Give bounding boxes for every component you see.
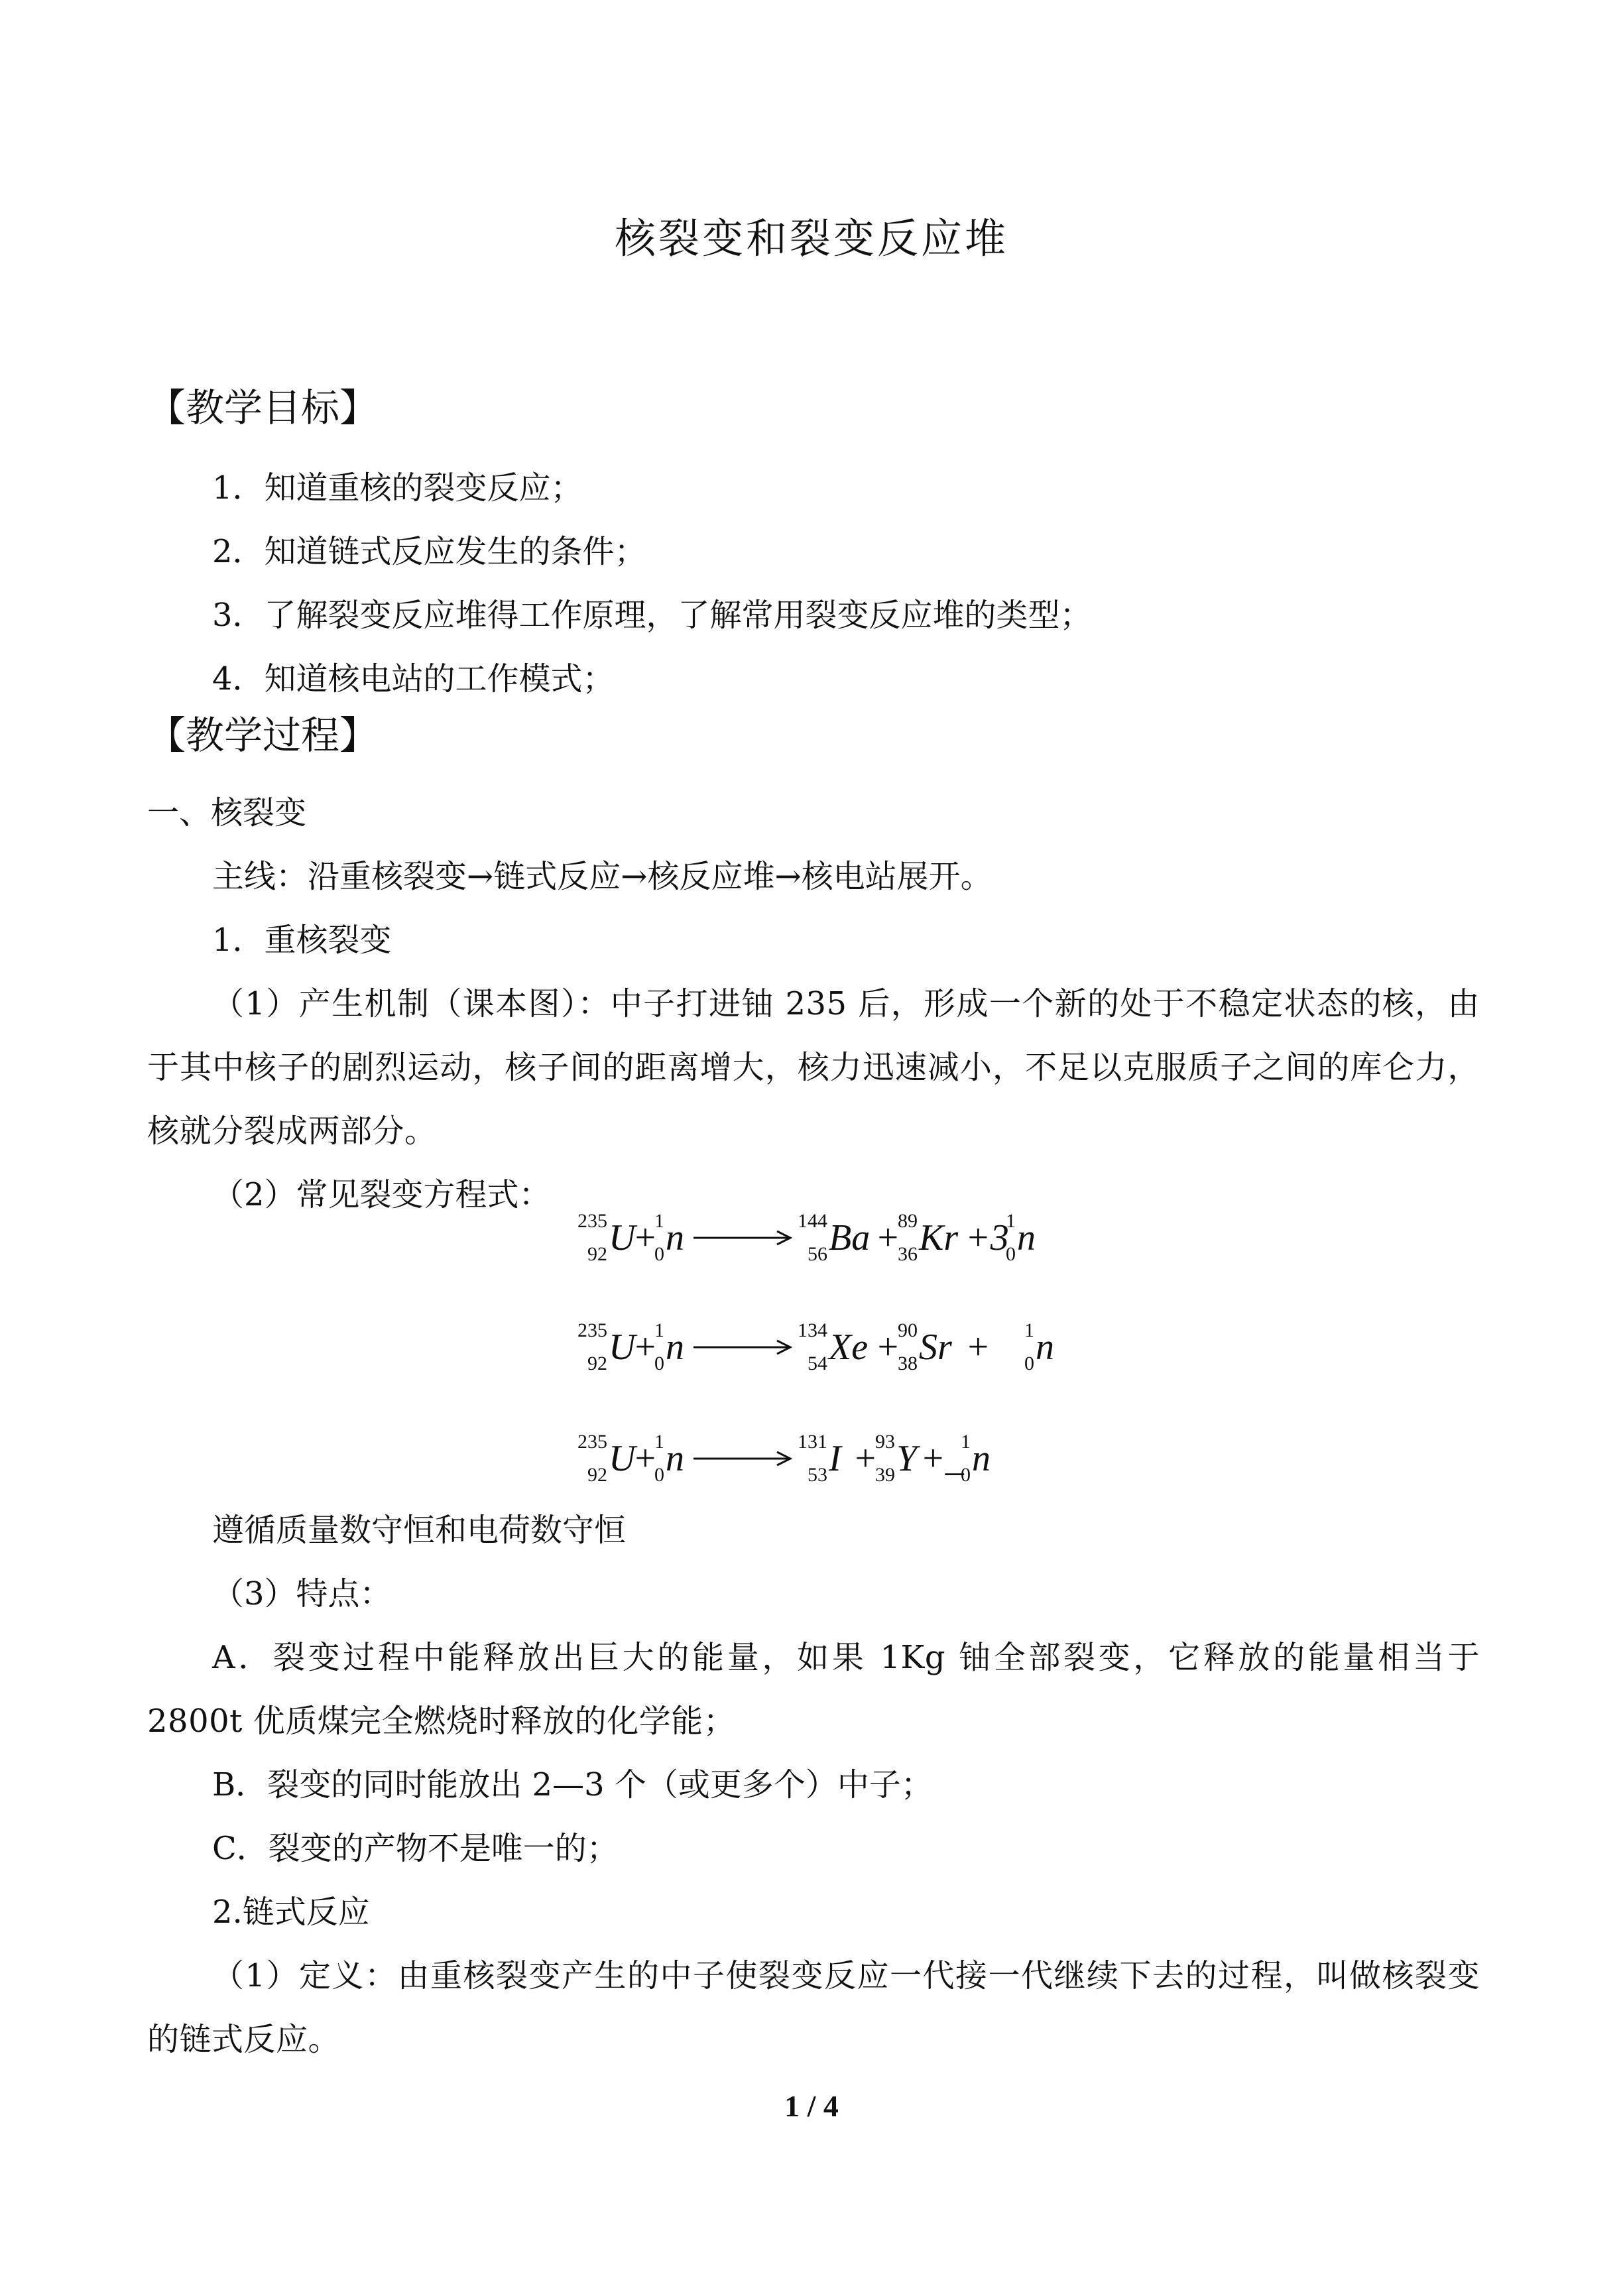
mass-number: 1 — [1006, 1210, 1016, 1232]
atomic-number: 92 — [587, 1464, 607, 1486]
nuclide-symbol: U — [609, 1217, 636, 1258]
process-heading: 【教学过程】 — [147, 713, 379, 758]
atomic-number: 0 — [961, 1464, 971, 1486]
nuclide-symbol: Sr — [919, 1327, 952, 1368]
atomic-number: 0 — [654, 1243, 664, 1265]
features-label: （3）特点： — [212, 1575, 392, 1612]
feature-c: C．裂变的产物不是唯一的； — [212, 1830, 619, 1867]
mass-number: 235 — [577, 1319, 607, 1341]
section-heading: 一、核裂变 — [147, 794, 307, 831]
mass-number: 144 — [798, 1210, 827, 1232]
mass-number: 1 — [654, 1210, 664, 1232]
objective-item: 2．知道链式反应发生的条件； — [212, 533, 646, 570]
atomic-number: 92 — [587, 1353, 607, 1374]
atomic-number: 92 — [587, 1243, 607, 1265]
equation-operator: + — [632, 1217, 658, 1258]
equation-operator: + — [965, 1327, 991, 1368]
nuclide-symbol: Xe — [829, 1327, 869, 1368]
equations-label: （2）常见裂变方程式： — [212, 1176, 551, 1213]
subheading-chain: 2.链式反应 — [212, 1894, 370, 1931]
nuclide-symbol: I — [829, 1438, 841, 1479]
mechanism-paragraph: （1）产生机制（课本图）：中子打进铀 235 后，形成一个新的处于不稳定状态的核，由于其中核子的剧烈运动，核子间的距离增大，核力迅速减小，不足以克服质子之间的库仑力，核就分裂成两部分。 — [147, 985, 1480, 1150]
atomic-number: 53 — [808, 1464, 827, 1486]
equation-operator: + — [875, 1327, 900, 1368]
equation-operator: + — [853, 1438, 878, 1479]
equation-operator: +3 — [965, 1217, 1009, 1258]
atomic-number: 0 — [654, 1464, 664, 1486]
nuclide-symbol: U — [609, 1327, 636, 1368]
fission-equation-3 — [570, 1418, 1167, 1504]
page-number: 1 / 4 — [784, 2089, 839, 2123]
objectives-heading: 【教学目标】 — [147, 385, 379, 430]
nuclide-symbol: Kr — [919, 1217, 959, 1258]
page-title: 核裂变和裂变反应堆 — [614, 214, 1008, 263]
mass-number: 235 — [577, 1210, 607, 1232]
mass-number: 134 — [798, 1319, 827, 1341]
objective-item: 1．知道重核的裂变反应； — [212, 469, 583, 507]
feature-a: A．裂变过程中能释放出巨大的能量，如果 1Kg 铀全部裂变，它释放的能量相当于 2800t 优质煤完全燃烧时释放的化学能； — [147, 1639, 1480, 1740]
equation-operator: + — [875, 1217, 900, 1258]
atomic-number: 38 — [898, 1353, 918, 1374]
mass-number: 1 — [654, 1431, 664, 1453]
equation-operator: +_ — [920, 1438, 964, 1479]
mass-number: 1 — [654, 1319, 664, 1341]
equation-operator: + — [632, 1438, 658, 1479]
mainline-text: 主线：沿重核裂变→链式反应→核反应堆→核电站展开。 — [212, 858, 992, 895]
mass-number: 1 — [961, 1431, 971, 1453]
subheading-fission: 1．重核裂变 — [212, 922, 392, 959]
nuclide-symbol: n — [1036, 1327, 1054, 1368]
mass-number: 90 — [898, 1319, 918, 1341]
conservation-note: 遵循质量数守恒和电荷数守恒 — [212, 1512, 627, 1549]
nuclide-symbol: n — [666, 1217, 684, 1258]
objective-item: 4．知道核电站的工作模式； — [212, 660, 615, 697]
nuclide-symbol: U — [609, 1438, 636, 1479]
atomic-number: 54 — [808, 1353, 827, 1374]
atomic-number: 0 — [654, 1353, 664, 1374]
fission-equation-1 — [570, 1197, 1167, 1283]
definition-paragraph: （1）定义：由重核裂变产生的中子使裂变反应一代接一代继续下去的过程，叫做核裂变的链式反应。 — [147, 1957, 1480, 2058]
equation-operator: + — [632, 1327, 658, 1368]
nuclide-symbol: Y — [896, 1438, 918, 1479]
mass-number: 235 — [577, 1431, 607, 1453]
mass-number: 1 — [1024, 1319, 1034, 1341]
objective-item: 3．了解裂变反应堆得工作原理，了解常用裂变反应堆的类型； — [212, 597, 1092, 634]
mass-number: 93 — [875, 1431, 895, 1453]
mass-number: 131 — [798, 1431, 827, 1453]
atomic-number: 36 — [898, 1243, 918, 1265]
nuclide-symbol: n — [666, 1327, 684, 1368]
nuclide-symbol: n — [1017, 1217, 1036, 1258]
fission-equation-2 — [570, 1306, 1167, 1392]
atomic-number: 0 — [1024, 1353, 1034, 1374]
nuclide-symbol: n — [666, 1438, 684, 1479]
mass-number: 89 — [898, 1210, 918, 1232]
nuclide-symbol: Ba — [829, 1217, 871, 1258]
atomic-number: 0 — [1006, 1243, 1016, 1265]
nuclide-symbol: n — [972, 1438, 991, 1479]
atomic-number: 56 — [808, 1243, 827, 1265]
feature-b: B．裂变的同时能放出 2—3 个（或更多个）中子； — [212, 1766, 933, 1803]
atomic-number: 39 — [875, 1464, 895, 1486]
